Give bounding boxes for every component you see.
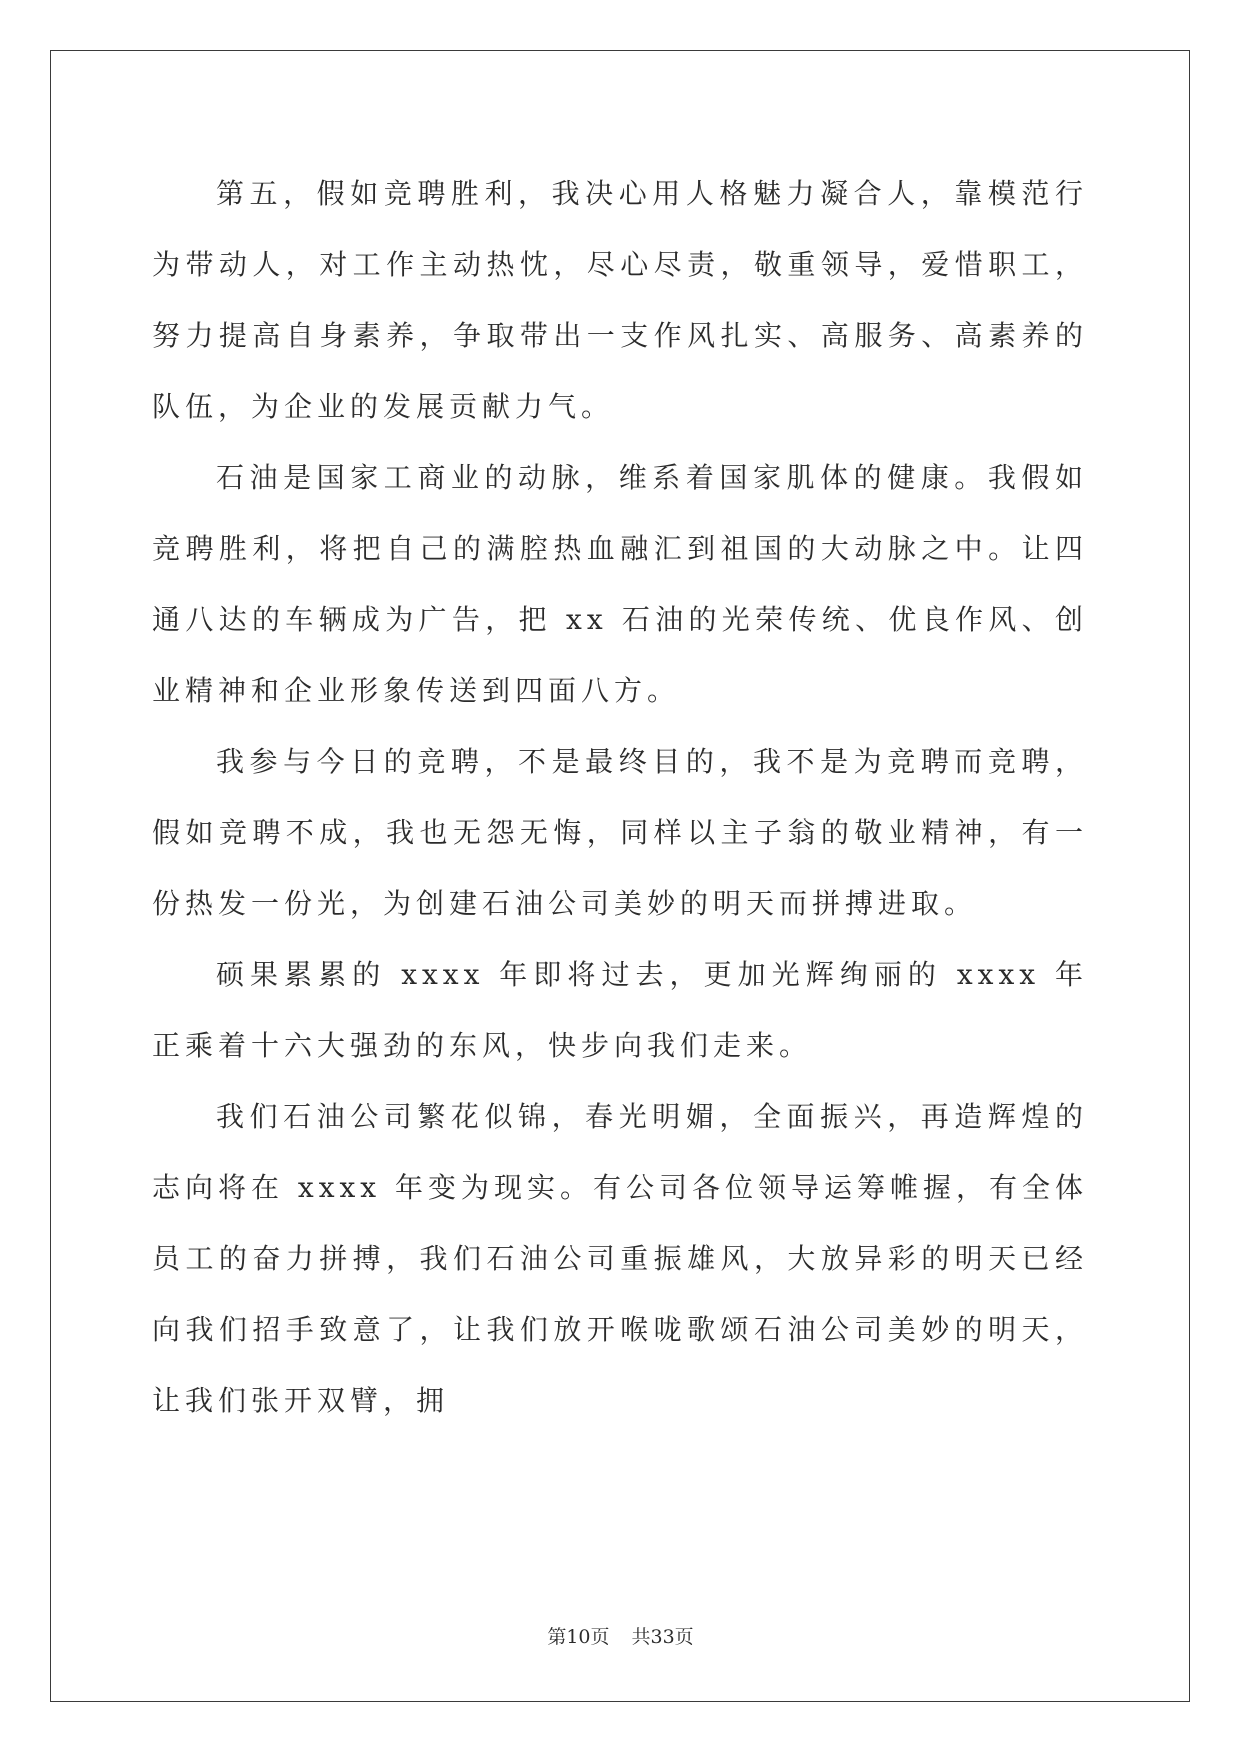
paragraph: 硕果累累的 xxxx 年即将过去，更加光辉绚丽的 xxxx 年正乘着十六大强劲的东风，快步向我们走来。 bbox=[152, 958, 1088, 1062]
total-pages: 共33页 bbox=[631, 1626, 694, 1648]
document-body bbox=[152, 158, 1088, 1436]
paragraph: 我们石油公司繁花似锦，春光明媚，全面振兴，再造辉煌的志向将在 xxxx 年变为现实。有公司各位领导运筹帷握，有全体员工的奋力拼搏，我们石油公司重振雄风，大放异彩的明天已经向我们招手致意了，让我们放开喉咙歌颂石油公司美妙的明天，让我们张开双臂，拥 bbox=[152, 1100, 1088, 1417]
paragraph: 石油是国家工商业的动脉，维系着国家肌体的健康。我假如竞聘胜利，将把自己的满腔热血融汇到祖国的大动脉之中。让四通八达的车辆成为广告，把 xx 石油的光荣传统、优良作风、创业精神和企业形象传送到四面八方。 bbox=[152, 461, 1088, 707]
page-footer bbox=[0, 1622, 1241, 1649]
paragraph: 第五，假如竞聘胜利，我决心用人格魅力凝合人，靠模范行为带动人，对工作主动热忱，尽心尽责，敬重领导，爱惜职工，努力提高自身素养，争取带出一支作风扎实、高服务、高素养的队伍，为企业的发展贡献力气。 bbox=[152, 177, 1088, 423]
current-page-number: 第10页 bbox=[547, 1626, 610, 1648]
paragraph: 我参与今日的竞聘，不是最终目的，我不是为竞聘而竞聘，假如竞聘不成，我也无怨无悔，同样以主子翁的敬业精神，有一份热发一份光，为创建石油公司美妙的明天而拼搏进取。 bbox=[152, 745, 1088, 920]
